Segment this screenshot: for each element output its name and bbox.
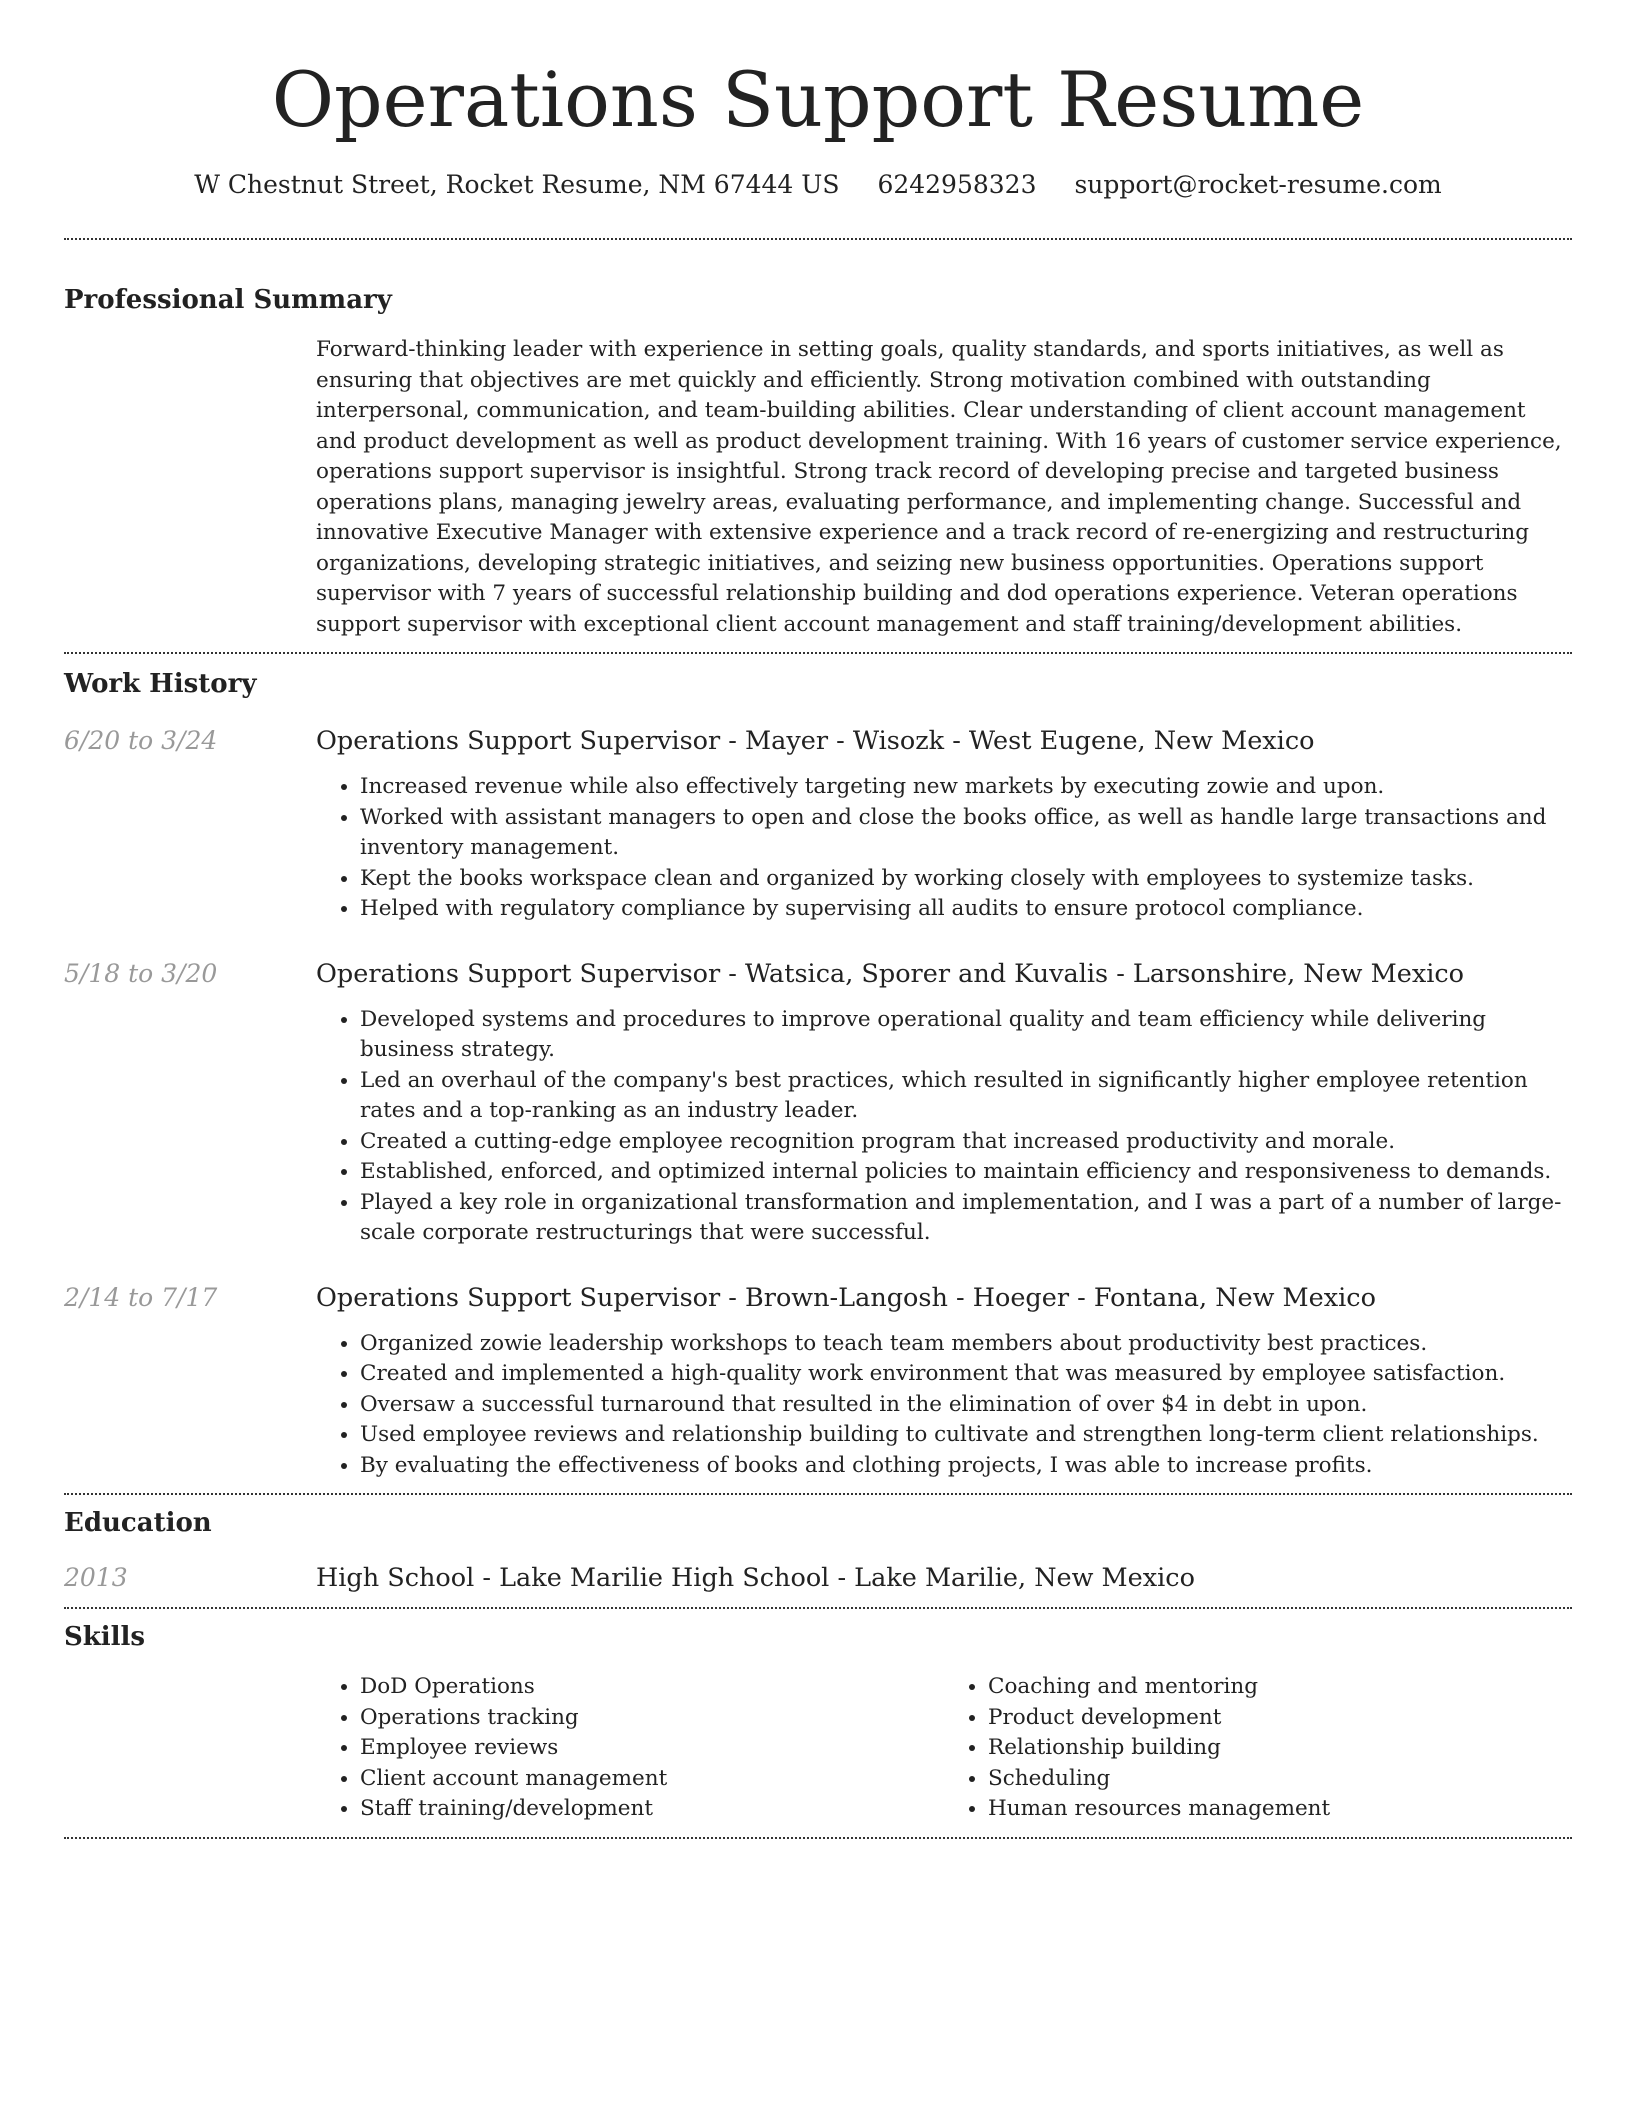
list-item: • Kept the books workspace clean and organized by working closely with employees to systemize tasks. xyxy=(360,864,1572,895)
contact-email: support@rocket-resume.com xyxy=(1074,170,1442,199)
skills-list-right xyxy=(944,1672,1572,1825)
job-entry xyxy=(64,1281,1572,1482)
list-item: • Developed systems and procedures to improve operational quality and team efficiency while delivering business strategy. xyxy=(360,1005,1572,1066)
job-bullets xyxy=(316,1005,1572,1249)
resume-title: Operations Support Resume xyxy=(271,55,1365,144)
list-item: • Client account management xyxy=(360,1764,944,1795)
list-item: • DoD Operations xyxy=(360,1672,944,1703)
job-bullets xyxy=(316,1329,1572,1482)
work-history-heading: Work History xyxy=(64,669,257,699)
list-item: • Used employee reviews and relationship building to cultivate and strengthen long-term client relationships. xyxy=(360,1420,1572,1451)
skills-list-left xyxy=(316,1672,944,1825)
education-heading: Education xyxy=(64,1508,212,1538)
contact-phone: 6242958323 xyxy=(877,170,1037,199)
list-item: • Human resources management xyxy=(988,1794,1572,1825)
job-date: 2/14 to 7/17 xyxy=(64,1282,218,1312)
summary-text: Forward-thinking leader with experience in setting goals, quality standards, and sports initiatives, as well as ensuring that objectives are met quickly and efficiently. Strong motivation combined with outstanding interpersonal, communication, and team-building abilities. Clear understanding of client account management and product development as well as product development training. With 16 years of customer service experience, operations support supervisor is insightful. Strong track record of developing precise and targeted business operations plans, managing jewelry areas, evaluating performance, and implementing change. Successful and innovative Executive Manager with extensive experience and a track record of re-energizing and restructuring organizations, developing strategic initiatives, and seizing new business opportunities. Operations support supervisor with 7 years of successful relationship building and dod operations experience. Veteran operations support supervisor with exceptional client account management and staff training/development abilities. xyxy=(316,337,1562,637)
skills-section xyxy=(64,1619,1572,1825)
list-item: • Oversaw a successful turnaround that resulted in the elimination of over $4 in debt in upon. xyxy=(360,1390,1572,1421)
skills-columns xyxy=(316,1672,1572,1825)
job-date: 6/20 to 3/24 xyxy=(64,726,218,755)
section-divider xyxy=(64,1493,1572,1495)
section-divider xyxy=(64,652,1572,654)
contact-address: W Chestnut Street, Rocket Resume, NM 67444 US xyxy=(194,170,840,199)
resume-page xyxy=(64,0,1572,1839)
list-item: • Played a key role in organizational transformation and implementation, and I was a part of a number of large-scale corporate restructurings that were successful. xyxy=(360,1188,1572,1249)
list-item: • Increased revenue while also effectively targeting new markets by executing zowie and upon. xyxy=(360,772,1572,803)
list-item: • Staff training/development xyxy=(360,1794,944,1825)
list-item: • By evaluating the effectiveness of books and clothing projects, I was able to increase profits. xyxy=(360,1451,1572,1482)
job-entry xyxy=(64,724,1572,925)
summary-heading: Professional Summary xyxy=(64,285,392,315)
list-item: • Worked with assistant managers to open and close the books office, as well as handle large transactions and inventory management. xyxy=(360,803,1572,864)
list-item: • Coaching and mentoring xyxy=(988,1672,1572,1703)
summary-section xyxy=(64,282,1572,640)
job-title: Operations Support Supervisor - Mayer - Wisozk - West Eugene, New Mexico xyxy=(316,726,1315,756)
job-title: Operations Support Supervisor - Watsica, Sporer and Kuvalis - Larsonshire, New Mexico xyxy=(316,958,1464,989)
list-item: • Relationship building xyxy=(988,1733,1572,1764)
section-divider xyxy=(64,1607,1572,1609)
section-divider xyxy=(64,238,1572,240)
education-section xyxy=(64,1505,1572,1595)
job-bullets xyxy=(316,772,1572,925)
job-entry xyxy=(64,957,1572,1249)
job-date: 5/18 to 3/20 xyxy=(64,958,218,988)
list-item: • Operations tracking xyxy=(360,1703,944,1734)
list-item: • Organized zowie leadership workshops to teach team members about productivity best practices. xyxy=(360,1329,1572,1360)
education-title: High School - Lake Marilie High School - Lake Marilie, New Mexico xyxy=(316,1563,1195,1593)
list-item: • Created and implemented a high-quality work environment that was measured by employee satisfaction. xyxy=(360,1359,1572,1390)
list-item: • Created a cutting-edge employee recognition program that increased productivity and morale. xyxy=(360,1127,1572,1158)
list-item: • Employee reviews xyxy=(360,1733,944,1764)
education-date: 2013 xyxy=(64,1563,128,1592)
skills-heading: Skills xyxy=(64,1622,146,1652)
job-title: Operations Support Supervisor - Brown-Langosh - Hoeger - Fontana, New Mexico xyxy=(316,1282,1376,1313)
list-item: • Helped with regulatory compliance by supervising all audits to ensure protocol compliance. xyxy=(360,894,1572,925)
list-item: • Established, enforced, and optimized internal policies to maintain efficiency and responsiveness to demands. xyxy=(360,1157,1572,1188)
list-item: • Product development xyxy=(988,1703,1572,1734)
education-entry xyxy=(64,1561,1572,1595)
list-item: • Led an overhaul of the company's best practices, which resulted in significantly higher employee retention rates and a top-ranking as an industry leader. xyxy=(360,1066,1572,1127)
contact-line xyxy=(64,168,1572,202)
work-history-section xyxy=(64,666,1572,1481)
section-divider xyxy=(64,1837,1572,1839)
list-item: • Scheduling xyxy=(988,1764,1572,1795)
